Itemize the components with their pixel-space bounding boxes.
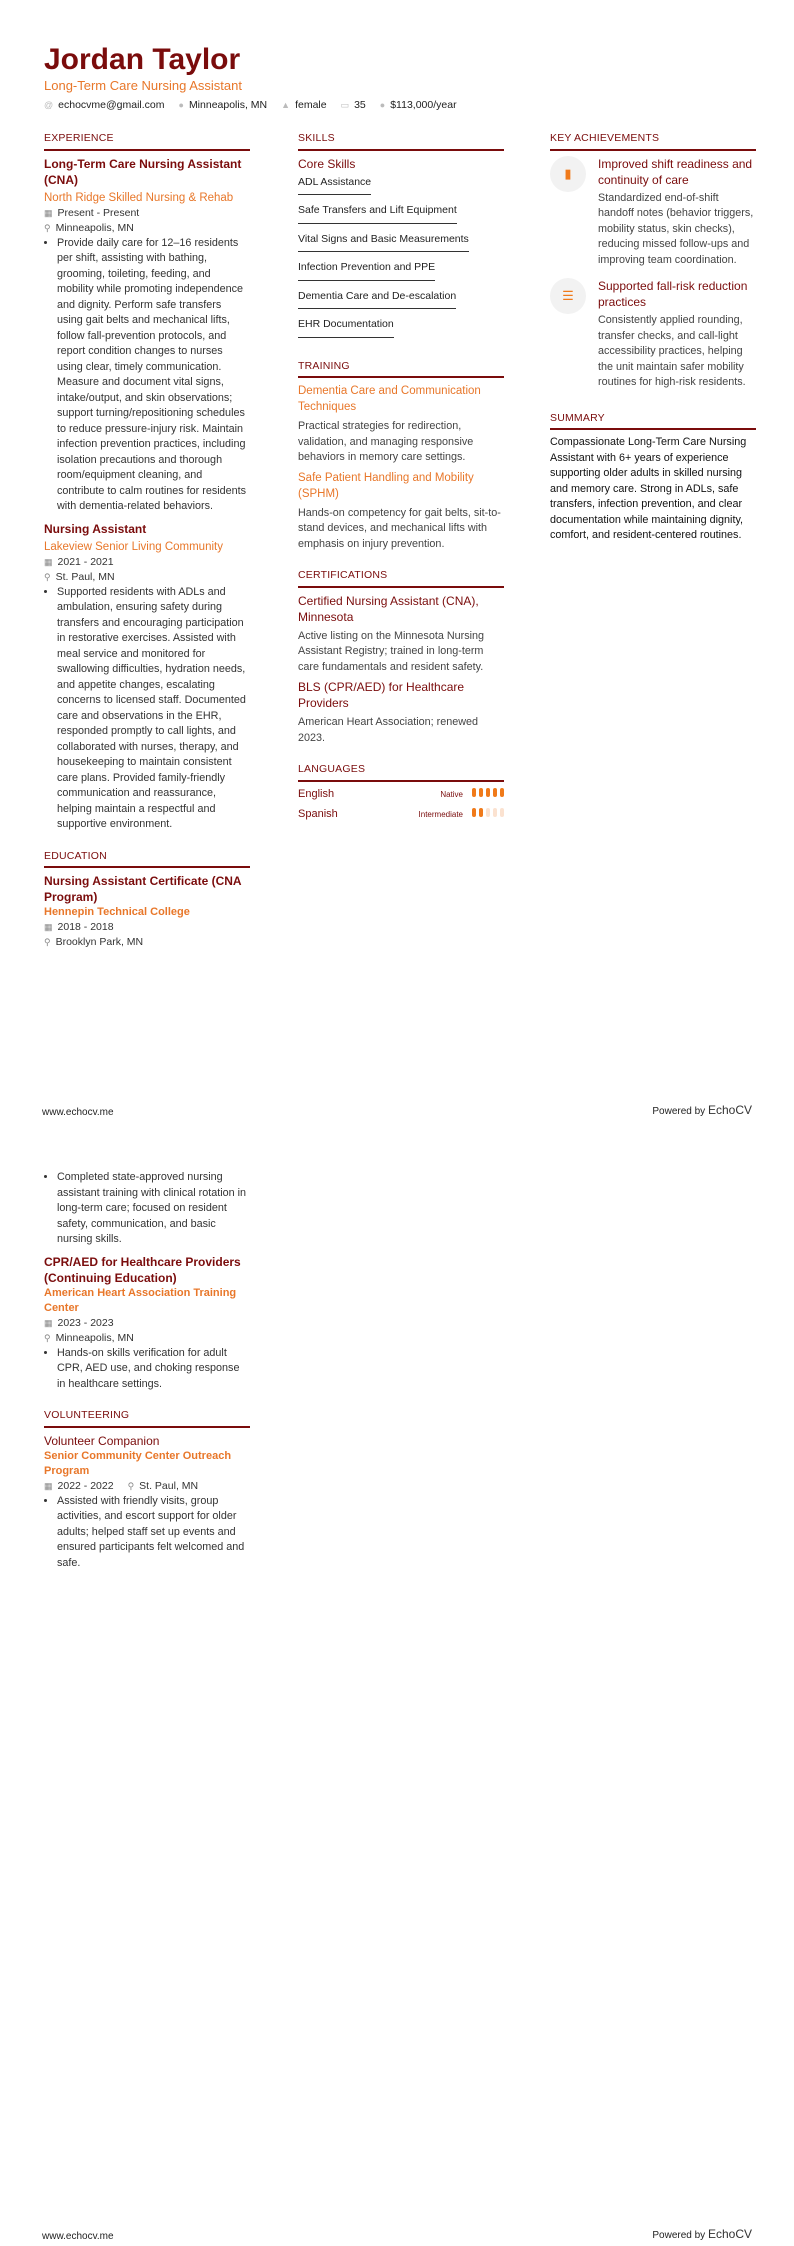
achievement-description: Standardized end-of-shift handoff notes (behavior triggers, mobility status, skin checks), reducing missed follow-ups and improving team coordination. (598, 191, 754, 266)
location-icon: ⚲ (44, 1332, 51, 1343)
brand-logo: EchoCV (707, 2227, 752, 2241)
rating-dot (486, 788, 490, 797)
rating-dot (486, 808, 490, 817)
certifications-description: American Heart Association; renewed 2023. (298, 716, 479, 744)
bullet: • Provide daily care for 12–16 residents per shift, assisting with bathing, grooming, toileting, feeding, and mobility while promoting independence and dignity. Perform safe transfers using gait belts and mechanical lifts, follow fall-prevention protocols, and report condition changes to nurses using clear, timely communication. Measure and document vital signs, intake/output, and skin observations; support turning/repositioning schedules to reduce pressure-injury risk. Maintain infection prevention practices, including isolation precautions and thorough room/equipment cleaning, and contribute to calm routines for residents with dementia-related behaviors. (57, 236, 250, 515)
location-text: St. Paul, MN (139, 1479, 199, 1492)
bullet: • Assisted with friendly visits, group activities, and escort support for older adults; helped staff set up events and ensured participants felt welcomed and safe. (57, 1494, 250, 1572)
skill-item: Vital Signs and Basic Measurements (298, 229, 469, 253)
language-row (298, 807, 504, 823)
rating-dot (479, 788, 483, 797)
section-heading: SKILLS (298, 131, 504, 151)
calendar-icon: ▦ (44, 207, 53, 218)
calendar-icon: ▦ (44, 1317, 53, 1328)
section-heading: TRAINING (298, 359, 504, 379)
location-icon: ⚲ (44, 571, 51, 582)
rating-dot (500, 808, 504, 817)
section-education-continued (44, 1170, 250, 1392)
candidate-name: Jordan Taylor (44, 43, 241, 76)
section-summary (550, 411, 756, 544)
bullet-list (44, 1494, 250, 1572)
brand-logo: EchoCV (707, 1103, 752, 1117)
entry-title: Volunteer Companion (44, 1433, 160, 1448)
section-heading: LANGUAGES (298, 762, 504, 782)
contact-text: Minneapolis, MN (188, 99, 268, 111)
achievement-body (598, 278, 756, 395)
skill-row (298, 229, 504, 258)
bullet-list (44, 1346, 250, 1393)
footer-powered: Powered by EchoCV (652, 2227, 752, 2241)
bullet-list (44, 1170, 250, 1248)
language-row (298, 787, 504, 803)
rating-dot (500, 788, 504, 797)
section-certifications (298, 568, 504, 746)
dates-text: Present - Present (57, 206, 140, 219)
calendar-icon: ▦ (44, 922, 53, 932)
dates-text: 2023 - 2023 (57, 1316, 114, 1329)
skill-item: Dementia Care and De-escalation (298, 286, 456, 310)
left-column (44, 131, 250, 966)
section-heading: KEY ACHIEVEMENTS (550, 131, 756, 151)
section-training (298, 359, 504, 553)
skill-item: Infection Prevention and PPE (298, 257, 435, 281)
language-level: Native (440, 789, 463, 799)
certifications-description: Active listing on the Minnesota Nursing Assistant Registry; trained in long-term care fundamentals and resident safety. (298, 629, 485, 673)
achievement-description: Consistently applied rounding, transfer checks, and call-light accessibility practices, helping the unit maintain safer mobility routines for high-risk residents. (598, 314, 746, 388)
contact-item (179, 98, 268, 114)
entry-location (44, 1331, 250, 1346)
contact-item (281, 98, 326, 114)
language-rating (440, 787, 504, 803)
document-icon: ▮ (550, 156, 586, 192)
location-icon: ⚲ (44, 222, 51, 233)
entry-title: Long-Term Care Nursing Assistant (CNA) (44, 156, 242, 187)
skill-row (298, 314, 504, 343)
contact-text: $113,000/year (390, 99, 457, 111)
achievement-title: Improved shift readiness and continuity of care (598, 156, 753, 187)
training-description: Practical strategies for redirection, validation, and managing responsive behaviors in memory care settings. (298, 420, 474, 463)
calendar-icon: ▦ (44, 556, 53, 567)
language-name: Spanish (298, 808, 338, 820)
location-text: Minneapolis, MN (55, 1331, 134, 1344)
entry-title: Nursing Assistant (44, 521, 147, 536)
skill-row (298, 200, 504, 229)
rating-dot (493, 808, 497, 817)
location-icon: ⚲ (127, 1480, 135, 1491)
location-icon: ● (178, 100, 184, 110)
entry-location (44, 570, 250, 585)
person-icon: ▲ (281, 100, 291, 110)
section-education (44, 849, 250, 951)
language-rating (419, 807, 504, 823)
footer-powered: Powered by EchoCV (652, 1103, 752, 1117)
location-text: Brooklyn Park, MN (55, 936, 144, 948)
dates-text: 2022 - 2022 (57, 1479, 114, 1492)
location-text: St. Paul, MN (55, 570, 115, 583)
summary-text: Compassionate Long-Term Care Nursing Assistant with 6+ years of experience supporting older adults in skilled nursing and memory care. Strong in ADLs, safe transfers, infection prevention, and clear documentation while maintaining dignity, comfort, and resident-centered routines. (550, 436, 747, 541)
bullet-list (44, 236, 250, 515)
achievement-body (598, 156, 756, 273)
section-achievements (550, 131, 756, 395)
entry-location (44, 935, 250, 950)
education-title: Nursing Assistant Certificate (CNA Program) (44, 874, 242, 904)
dates-text: 2021 - 2021 (57, 555, 114, 568)
section-heading: VOLUNTEERING (44, 1408, 250, 1428)
education-title: CPR/AED for Healthcare Providers (Continuing Education) (44, 1254, 241, 1285)
sliders-icon: ☰ (550, 278, 586, 314)
skill-row (298, 286, 504, 315)
section-heading: CERTIFICATIONS (298, 568, 504, 588)
rating-dot (493, 788, 497, 797)
certifications-title: Certified Nursing Assistant (CNA), Minnesota (298, 593, 479, 624)
rating-dot (472, 788, 476, 797)
location-text: Minneapolis, MN (55, 221, 134, 234)
contact-item (380, 98, 457, 114)
contact-text: female (295, 99, 327, 111)
at-icon: @ (44, 100, 54, 110)
middle-column (298, 131, 504, 839)
rating-dot (472, 808, 476, 817)
footer-site[interactable]: www.echocv.me (42, 1107, 114, 1118)
calendar-icon: ▭ (340, 100, 350, 110)
training-title: Dementia Care and Communication Techniques (298, 385, 481, 413)
language-level: Intermediate (418, 810, 463, 819)
entry-organization: Lakeview Senior Living Community (44, 540, 223, 553)
candidate-title: Long-Term Care Nursing Assistant (44, 78, 242, 93)
skill-group-title: Core Skills (298, 156, 356, 171)
rating-dot (479, 808, 483, 817)
entry-organization: North Ridge Skilled Nursing & Rehab (44, 191, 234, 204)
contact-bar (44, 98, 457, 114)
bullet-list (44, 585, 250, 833)
achievement-title: Supported fall-risk reduction practices (598, 279, 748, 309)
achievement (550, 156, 756, 273)
location-icon: ⚲ (44, 937, 51, 947)
section-languages (298, 762, 504, 823)
entry-dates (44, 555, 250, 570)
entry-location (44, 221, 250, 236)
entry-dates (44, 920, 250, 935)
contact-item (341, 98, 366, 114)
skill-row (298, 257, 504, 286)
certifications-title: BLS (CPR/AED) for Healthcare Providers (298, 680, 465, 710)
money-icon: ● (379, 100, 386, 110)
bullet: • Completed state-approved nursing assistant training with clinical rotation in long-term care; focused on resident safety, communication, and basic nursing skills. (57, 1170, 250, 1248)
section-heading: EDUCATION (44, 849, 250, 869)
section-volunteering (44, 1408, 250, 1571)
skill-item: Safe Transfers and Lift Equipment (298, 200, 457, 224)
training-description: Hands-on competency for gait belts, sit-to-stand devices, and mechanical lifts with emphasis on injury prevention. (298, 506, 501, 550)
contact-item (44, 98, 165, 114)
entry-dates (44, 206, 250, 221)
footer-site[interactable]: www.echocv.me (42, 2231, 114, 2242)
section-heading: EXPERIENCE (44, 131, 250, 151)
entry-organization: Hennepin Technical College (44, 906, 190, 918)
skill-item: ADL Assistance (298, 172, 371, 196)
section-experience (44, 131, 250, 833)
training-title: Safe Patient Handling and Mobility (SPHM) (298, 471, 474, 500)
entry-dates (44, 1316, 250, 1331)
section-skills (298, 131, 504, 343)
bullet: • Hands-on skills verification for adult CPR, AED use, and choking response in healthcare settings. (57, 1346, 250, 1393)
contact-text: echocvme@gmail.com (58, 99, 165, 111)
right-column (550, 131, 756, 560)
dates-text: 2018 - 2018 (57, 921, 114, 933)
section-heading: SUMMARY (550, 411, 756, 431)
skill-item: EHR Documentation (298, 314, 394, 338)
calendar-icon: ▦ (44, 1480, 53, 1491)
language-name: English (298, 787, 335, 800)
left-column-page2 (44, 1170, 250, 1587)
skill-row (298, 172, 504, 201)
contact-text: 35 (354, 99, 366, 111)
entry-meta (44, 1479, 250, 1494)
bullet: • Supported residents with ADLs and ambulation, ensuring safety during transfers and encouraging participation in restorative exercises. Assisted with meal service and monitored for swallowing difficulties, hydration needs, and appetite changes, escalating concerns to licensed staff. Documented care and observations in the EHR, responded promptly to call lights, and collaborated with nurses, therapy, and housekeeping to maintain consistent care plans. Provided family-friendly communication and reassurance, helping maintain a respectful and supportive environment. (57, 585, 250, 833)
entry-organization: American Heart Association Training Center (44, 1286, 237, 1314)
achievement (550, 278, 756, 395)
entry-organization: Senior Community Center Outreach Program (44, 1449, 232, 1477)
